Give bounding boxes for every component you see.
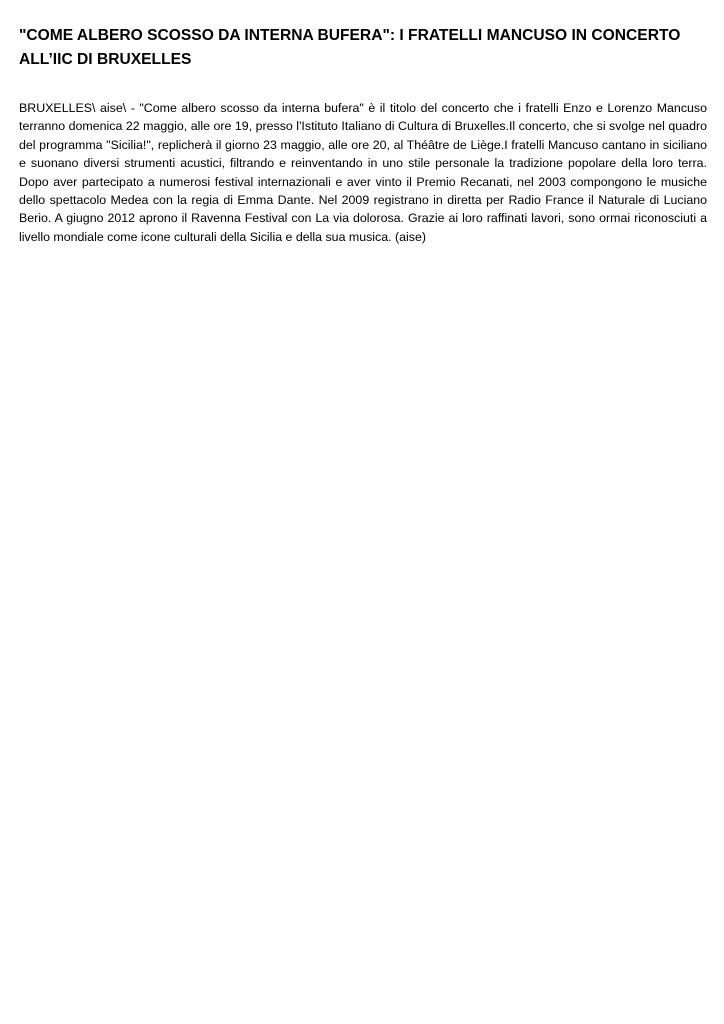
article (19, 24, 707, 246)
article-body: BRUXELLES\ aise\ - "Come albero scosso da interna bufera" è il titolo del concerto che i fratelli Enzo e Lorenzo Mancuso terranno domenica 22 maggio, alle ore 19, presso l'Istituto Italiano di Cultura di Bruxelles.Il concerto, che si svolge nel quadro del programma "Sicilia!", replicherà il giorno 23 maggio, alle ore 20, al Théâtre de Liège.I fratelli Mancuso cantano in siciliano e suonano diversi strumenti acustici, filtrando e reinventando in uno stile personale la tradizione popolare della loro terra. Dopo aver partecipato a numerosi festival internazionali e aver vinto il Premio Recanati, nel 2003 compongono le musiche dello spettacolo Medea con la regia di Emma Dante. Nel 2009 registrano in diretta per Radio France il Naturale di Luciano Berio. A giugno 2012 aprono il Ravenna Festival con La via dolorosa. Grazie ai loro raffinati lavori, sono ormai riconosciuti a livello mondiale come icone culturali della Sicilia e della sua musica. (aise) (19, 101, 707, 244)
article-title: "COME ALBERO SCOSSO DA INTERNA BUFERA": I FRATELLI MANCUSO IN CONCERTO ALL’IIC DI BRUXELLES (19, 27, 681, 68)
